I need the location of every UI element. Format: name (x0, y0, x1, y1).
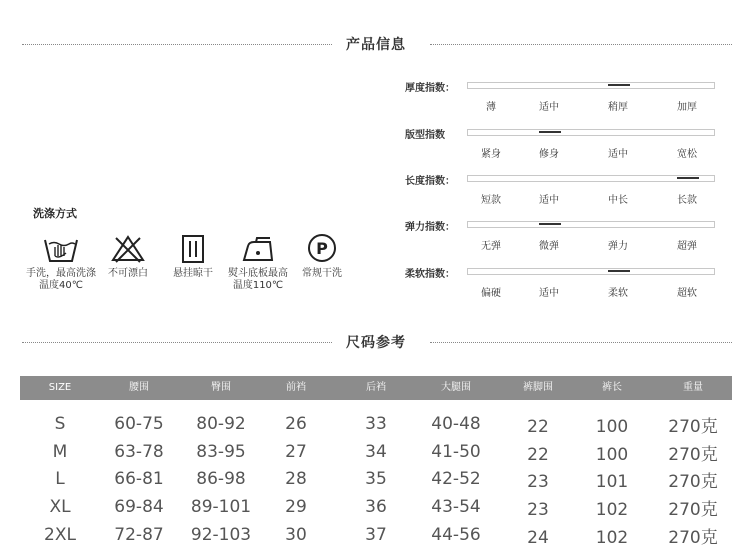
table-cell: M (52, 442, 68, 462)
index-option: 加厚 (677, 102, 697, 113)
table-cell: 72-87 (114, 525, 164, 545)
table-cell: 37 (365, 525, 387, 545)
table-cell: 101 (595, 472, 629, 492)
iron-icon (236, 232, 280, 264)
table-header-cell: 前裆 (286, 382, 306, 393)
table-cell: L (55, 469, 65, 489)
table-cell: 63-78 (114, 442, 164, 462)
table-cell: 80-92 (196, 414, 246, 434)
table-cell: 66-81 (114, 469, 164, 489)
index-option: 短款 (481, 195, 501, 206)
index-label: 柔软指数： (405, 269, 455, 280)
table-cell: 40-48 (431, 414, 481, 434)
index-option: 柔软 (608, 288, 628, 299)
table-cell: S (54, 414, 66, 434)
care-label: 悬挂晾干 (173, 268, 213, 279)
table-header-cell: 大腿围 (441, 382, 471, 393)
index-label: 厚度指数： (405, 83, 455, 94)
table-cell: 42-52 (431, 469, 481, 489)
table-cell: 36 (365, 497, 387, 517)
table-cell: 27 (285, 442, 307, 462)
index-option: 超弹 (677, 241, 697, 252)
index-label: 弹力指数： (405, 222, 455, 233)
index-option: 偏硬 (481, 288, 501, 299)
divider (22, 44, 332, 45)
table-cell: 92-103 (190, 525, 252, 545)
table-row (20, 410, 732, 438)
table-cell: 26 (285, 414, 307, 434)
care-heading: 洗涤方式 (33, 207, 77, 220)
table-cell: 2XL (44, 525, 76, 545)
index-label: 版型指数 (405, 130, 445, 141)
index-option: 修身 (539, 149, 559, 160)
table-cell: 60-75 (114, 414, 164, 434)
index-option: 稍厚 (608, 102, 628, 113)
care-label: 熨斗底板最高温度110℃ (228, 268, 288, 291)
table-cell: 23 (527, 500, 549, 520)
hang-dry-icon (173, 232, 213, 264)
index-track (467, 82, 715, 89)
table-cell: 24 (527, 528, 549, 548)
table-cell: 23 (527, 472, 549, 492)
index-option: 无弹 (481, 241, 501, 252)
index-option: 超软 (677, 288, 697, 299)
index-row (405, 172, 725, 218)
table-cell: 102 (595, 500, 629, 520)
size-table (20, 376, 732, 548)
table-header-cell: 裤长 (602, 382, 622, 393)
table-cell: 86-98 (196, 469, 246, 489)
table-header-cell: 腰围 (129, 382, 149, 393)
index-option: 弹力 (608, 241, 628, 252)
index-option: 微弹 (539, 241, 559, 252)
table-cell: 30 (285, 525, 307, 545)
table-row (20, 438, 732, 466)
product-info-header (0, 34, 750, 54)
index-option: 中长 (608, 195, 628, 206)
table-cell: 35 (365, 469, 387, 489)
care-item-hand-wash (24, 232, 98, 292)
table-header-cell: SIZE (48, 382, 72, 393)
index-option: 适中 (608, 149, 628, 160)
index-row (405, 79, 725, 125)
index-option: 宽松 (677, 149, 697, 160)
table-cell: 100 (595, 417, 629, 437)
index-row (405, 218, 725, 264)
index-option: 长款 (677, 195, 697, 206)
table-cell: 41-50 (431, 442, 481, 462)
table-cell: 69-84 (114, 497, 164, 517)
divider (430, 342, 732, 343)
table-cell: 270克 (668, 445, 718, 465)
table-cell: 89-101 (190, 497, 252, 517)
index-row (405, 126, 725, 172)
index-track (467, 221, 715, 228)
table-cell: 270克 (668, 472, 718, 492)
table-header-cell: 裤脚围 (523, 382, 553, 393)
index-option: 适中 (539, 195, 559, 206)
divider (22, 342, 332, 343)
size-ref-header (0, 332, 750, 352)
table-cell: 44-56 (431, 525, 481, 545)
table-row (20, 465, 732, 493)
table-cell: 22 (527, 445, 549, 465)
care-label: 常规干洗 (302, 268, 342, 279)
index-option: 适中 (539, 288, 559, 299)
index-marker (539, 131, 561, 133)
table-cell: 270克 (668, 500, 718, 520)
index-option: 紧身 (481, 149, 501, 160)
care-label: 不可漂白 (108, 268, 148, 279)
no-bleach-icon (108, 232, 148, 264)
table-cell: XL (49, 497, 71, 517)
table-cell: 100 (595, 445, 629, 465)
table-cell: 33 (365, 414, 387, 434)
care-item-dry-clean (296, 232, 348, 280)
table-cell: 270克 (668, 417, 718, 437)
table-cell: 34 (365, 442, 387, 462)
index-marker (539, 223, 561, 225)
table-cell: 22 (527, 417, 549, 437)
table-header-cell: 后裆 (366, 382, 386, 393)
index-option: 薄 (486, 102, 496, 113)
index-marker (608, 270, 630, 272)
table-cell: 102 (595, 528, 629, 548)
table-header-cell: 臀围 (211, 382, 231, 393)
index-marker (677, 177, 699, 179)
table-row (20, 493, 732, 521)
product-info-title: 产品信息 (346, 37, 406, 53)
table-cell: 28 (285, 469, 307, 489)
size-ref-title: 尺码参考 (346, 335, 406, 351)
size-table-header (20, 376, 732, 400)
index-track (467, 268, 715, 275)
care-item-iron (226, 232, 290, 292)
index-track (467, 129, 715, 136)
index-option: 适中 (539, 102, 559, 113)
dry-clean-glyph: P (316, 239, 328, 258)
index-label: 长度指数： (405, 176, 455, 187)
index-marker (608, 84, 630, 86)
care-label: 手洗，最高洗涤温度40℃ (26, 268, 96, 291)
dry-clean-icon (302, 232, 342, 264)
hand-wash-icon (39, 232, 83, 264)
table-cell: 83-95 (196, 442, 246, 462)
table-cell: 29 (285, 497, 307, 517)
care-item-no-bleach (104, 232, 152, 280)
divider (430, 44, 732, 45)
table-cell: 43-54 (431, 497, 481, 517)
index-track (467, 175, 715, 182)
table-row (20, 521, 732, 549)
care-item-hang-dry (167, 232, 219, 280)
index-row (405, 265, 725, 311)
table-header-cell: 重量 (683, 382, 703, 393)
table-cell: 270克 (668, 528, 718, 548)
